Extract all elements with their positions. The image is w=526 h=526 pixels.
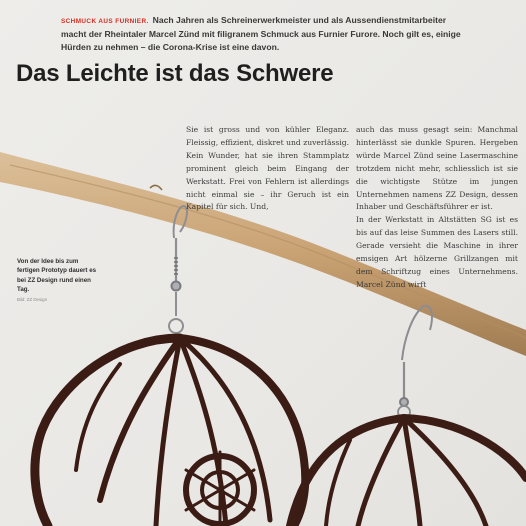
body-column-1 bbox=[186, 124, 349, 214]
body-paragraph: auch das muss gesagt sein: Manchmal hinterlässt sie dunkle Spuren. Hergeben würde Marcel Zünd seine Lasermaschine trotzdem nicht mehr, schliesslich ist sie die wichtigste Stütze im jungen Unternehmen namens ZZ Design, dessen Inhaber und Geschäftsführer er ist. bbox=[356, 125, 518, 212]
headline: Das Leichte ist das Schwere bbox=[16, 60, 334, 87]
body-paragraph: Sie ist gross und von kühler Eleganz. Fleissig, effizient, diskret und zuverlässig. Kein Wunder, hat sie ihren Stammplatz prominent gleich beim Eingang der Werkstatt. Frei von Fehlern ist allerdings nicht einmal sie – ihr Geruch ist ein Kapitel für sich. Und, bbox=[186, 125, 349, 212]
body-column-2 bbox=[356, 124, 518, 292]
photo-credit: Bild: ZZ Design bbox=[17, 297, 48, 303]
section-kicker: SCHMUCK AUS FURNIER. bbox=[61, 18, 149, 25]
body-paragraph: In der Werkstatt in Altstätten SG ist es bis auf das leise Summen des Lasers still. Gerade versieht die Maschine in ihrer emsigen Art hölzerne Grillzangen mit dem Schriftzug eines Unternehmens. Marcel Zünd wirft bbox=[356, 215, 518, 289]
article-intro bbox=[61, 14, 461, 53]
photo-caption bbox=[17, 257, 99, 304]
intro-text: Nach Jahren als Schreinerwerkmeister und als Aussendienstmitarbeiter macht der Rheintaler Marcel Zünd mit filigranem Schmuck aus Furnier Furore. Noch gilt es, einige Hürden zu nehmen – die Corona-Krise ist eine davon. bbox=[61, 15, 461, 52]
caption-text: Von der Idee bis zum fertigen Prototyp dauert es bei ZZ Design rund einen Tag. bbox=[17, 258, 97, 293]
